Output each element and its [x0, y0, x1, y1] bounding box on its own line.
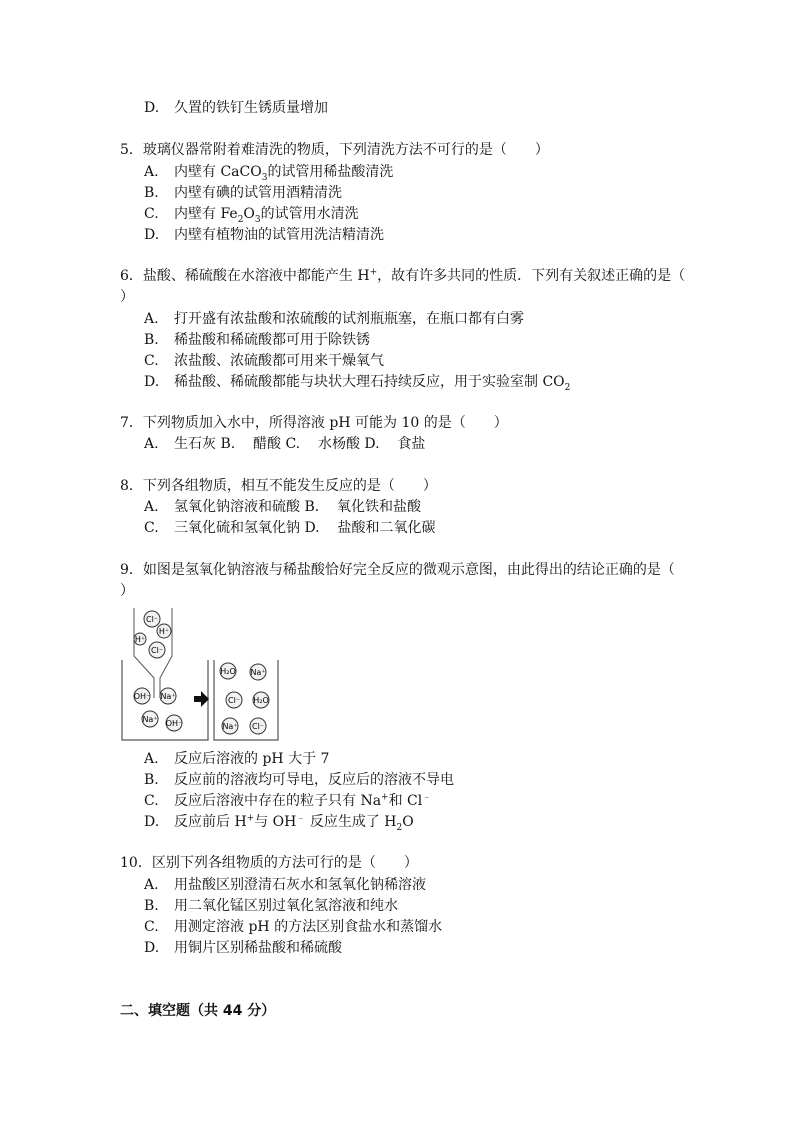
- q6-option-d-label: D.: [144, 374, 160, 390]
- q5-option-a-text: 内壁有 CaCO$_3$的试管用稀盐酸清洗: [174, 164, 394, 183]
- beaker2-particle: [226, 692, 242, 708]
- q9-option-a-label: A.: [144, 751, 159, 767]
- q6-stem-wrap: ）: [120, 289, 134, 305]
- q8-option-a-label: A.: [144, 499, 159, 515]
- q8-options-row-1: [144, 498, 421, 516]
- svg-text:Cl⁻: Cl⁻: [227, 696, 241, 705]
- q7-options-row: [144, 435, 425, 453]
- q7-option-d-text: 食盐: [397, 436, 426, 452]
- funnel-ions: [134, 611, 171, 658]
- q9-option-c-text: 反应后溶液中存在的粒子只有 Na+和 Cl﹣: [174, 792, 432, 809]
- svg-text:H₂O: H₂O: [220, 667, 236, 676]
- funnel-ion: [134, 633, 146, 645]
- q6-option-a-text: 打开盛有浓盐酸和浓硫酸的试剂瓶瓶塞，在瓶口都有白雾: [174, 311, 524, 327]
- q7-option-a-text: 生石灰: [174, 436, 216, 452]
- svg-text:Cl⁻: Cl⁻: [145, 615, 159, 624]
- q8-option-a-text: 氢氧化钠溶液和硫酸: [174, 499, 300, 515]
- svg-text:Na⁺: Na⁺: [250, 668, 266, 677]
- q8-option-c-label: C.: [144, 520, 159, 536]
- q10-option-c-label: C.: [144, 919, 159, 935]
- svg-text:Na⁺: Na⁺: [142, 715, 158, 724]
- q10-option-d-text: 用铜片区别稀盐酸和稀硫酸: [174, 940, 342, 956]
- q7-option-b-text: 醋酸: [253, 436, 282, 452]
- q7-option-a-label: A.: [144, 436, 159, 452]
- q10-option-a-label: A.: [144, 877, 159, 893]
- beaker2-particles: [220, 663, 269, 734]
- q7-option-d-label: D.: [364, 436, 380, 452]
- section-2-title: 二、填空题（共 44 分）: [120, 1003, 276, 1019]
- q6-option-c-label: C.: [144, 353, 159, 369]
- q7-option-b-label: B.: [220, 436, 236, 452]
- svg-text:Na⁺: Na⁺: [222, 722, 238, 731]
- q5-number: 5．: [120, 142, 143, 158]
- q8-option-d-text: 盐酸和二氧化碳: [337, 520, 436, 536]
- svg-text:H₂O: H₂O: [253, 696, 269, 705]
- svg-text:Na⁺: Na⁺: [160, 692, 176, 701]
- beaker1-ions: [134, 688, 183, 731]
- funnel-ion: [149, 642, 165, 658]
- funnel-ion: [157, 624, 171, 638]
- q8-stem: 8．下列各组物质，相互不能发生反应的是（ ）: [120, 478, 437, 494]
- q10-option-a-text: 用盐酸区别澄清石灰水和氢氧化钠稀溶液: [174, 877, 426, 893]
- beaker2-particle: [250, 718, 266, 734]
- beaker1-ion: [142, 711, 158, 727]
- svg-text:OH⁻: OH⁻: [133, 692, 151, 701]
- q9-option-c-label: C.: [144, 793, 159, 809]
- q5-option-c-text: 内壁有 $Fe_2O_3$的试管用水清洗: [174, 206, 359, 225]
- q8-option-c-text: 三氧化硫和氢氧化钠: [174, 520, 300, 536]
- q8-options-row-2: [144, 519, 435, 537]
- svg-text:OH⁻: OH⁻: [165, 719, 183, 728]
- q9-option-b-text: 反应前的溶液均可导电，反应后的溶液不导电: [174, 772, 454, 788]
- q8-option-b-text: 氧化铁和盐酸: [337, 499, 422, 515]
- q9-stem-wrap: ）: [120, 583, 134, 599]
- q7-option-c-text: 水杨酸: [317, 436, 360, 452]
- reaction-arrow-icon: [194, 691, 209, 707]
- q5-option-d-text: 内壁有植物油的试管用洗洁精清洗: [174, 227, 384, 243]
- beaker2-particle: [222, 718, 238, 734]
- q6-option-b-text: 稀盐酸和稀硫酸都可用于除铁锈: [174, 332, 370, 348]
- q10-option-d-label: D.: [144, 940, 160, 956]
- q9-stem: 9．如图是氢氧化钠溶液与稀盐酸恰好完全反应的微观示意图，由此得出的结论正确的是（: [120, 562, 675, 578]
- q9-option-b-label: B.: [144, 772, 159, 788]
- q9-option-a-text: 反应后溶液的 pH 大于 7: [174, 751, 330, 767]
- beaker2-particle: [253, 692, 269, 708]
- q10-option-b-label: B.: [144, 898, 159, 914]
- q5-stem-text: 玻璃仪器常附着难清洗的物质，下列清洗方法不可行的是（ ）: [142, 142, 549, 158]
- q5-option-c-label: C.: [144, 206, 159, 222]
- svg-text:Cl⁻: Cl⁻: [251, 722, 265, 731]
- q9-option-d-text: 反应前后 H+与 OH﹣ 反应生成了 $H_2O$: [174, 813, 414, 833]
- q4-option-d-label: D.: [144, 100, 160, 116]
- q6-stem: 6．盐酸、稀硫酸在水溶液中都能产生 H+，故有许多共同的性质．下列有关叙述正确的是（: [120, 267, 686, 284]
- svg-text:H⁺: H⁺: [158, 627, 170, 636]
- q6-option-a-label: A.: [144, 311, 159, 327]
- q5-option-b-text: 内壁有碘的试管用酒精清洗: [174, 185, 342, 201]
- q10-option-b-text: 用二氧化锰区别过氧化氢溶液和纯水: [174, 898, 398, 914]
- q6-option-c-text: 浓盐酸、浓硫酸都可用来干燥氧气: [174, 353, 384, 369]
- beaker1-ion: [160, 688, 176, 704]
- q10-stem: 10．区别下列各组物质的方法可行的是（ ）: [120, 855, 418, 871]
- q10-option-c-text: 用测定溶液 pH 的方法区别食盐水和蒸馏水: [174, 919, 443, 935]
- q5-option-b-label: B.: [144, 185, 159, 201]
- beaker1-ion: [166, 715, 183, 731]
- neutralization-diagram: [120, 606, 290, 744]
- q5-stem: [120, 141, 549, 159]
- q6-option-d-text: 稀盐酸、稀硫酸都能与块状大理石持续反应，用于实验室制 $CO_2$: [174, 374, 571, 393]
- q5-option-d-label: D.: [144, 227, 160, 243]
- q7-option-c-label: C.: [285, 436, 301, 452]
- funnel-ion: [144, 611, 160, 627]
- q4-option-d-text: 久置的铁钉生锈质量增加: [174, 100, 328, 116]
- beaker1-ion: [134, 688, 151, 704]
- svg-text:Cl⁻: Cl⁻: [150, 646, 164, 655]
- q6-option-b-label: B.: [144, 332, 159, 348]
- beaker2-particle: [250, 664, 266, 680]
- q8-option-b-label: B.: [304, 499, 320, 515]
- beaker2-particle: [220, 663, 236, 679]
- q9-option-d-label: D.: [144, 814, 160, 830]
- q5-option-a-label: A.: [144, 164, 159, 180]
- q7-stem: 7．下列物质加入水中，所得溶液 pH 可能为 10 的是（ ）: [120, 415, 508, 431]
- svg-text:H⁺: H⁺: [134, 635, 146, 644]
- q8-option-d-label: D.: [304, 520, 320, 536]
